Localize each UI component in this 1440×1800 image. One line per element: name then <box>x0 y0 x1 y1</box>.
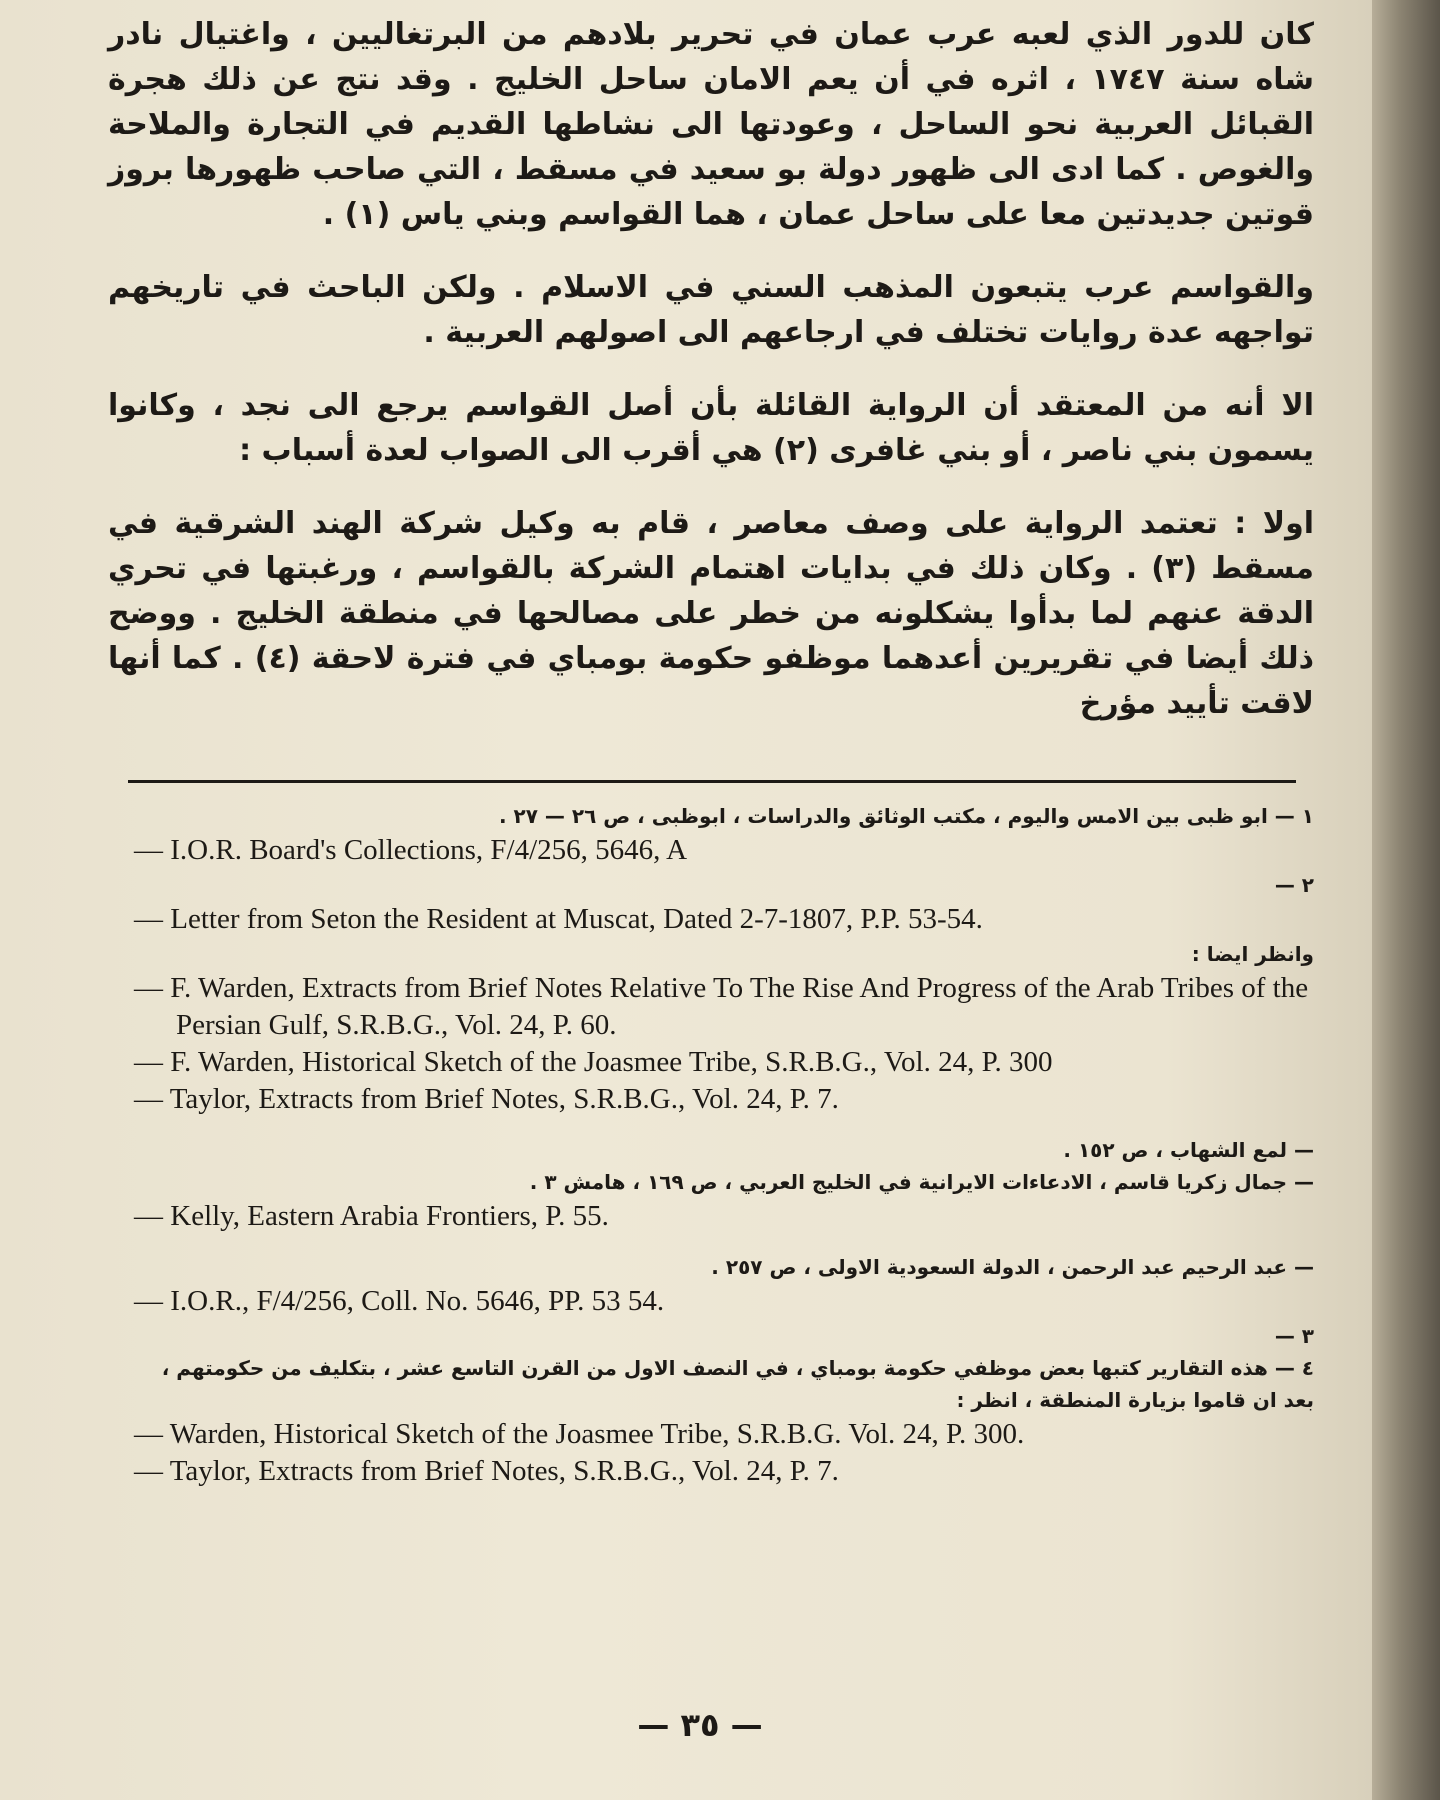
book-spine-shadow <box>1372 0 1440 1800</box>
main-text <box>108 12 1314 754</box>
page-number: — ٣٥ — <box>637 1706 763 1744</box>
footnote-line: — Taylor, Extracts from Brief Notes, S.R.B.G., Vol. 24, P. 7. <box>134 1083 839 1115</box>
footnote-line: — Kelly, Eastern Arabia Frontiers, P. 55. <box>134 1200 609 1232</box>
footnote-line: — Letter from Seton the Resident at Muscat, Dated 2-7-1807, P.P. 53-54. <box>134 903 983 935</box>
footnote-line: — F. Warden, Historical Sketch of the Joasmee Tribe, S.R.B.G., Vol. 24, P. 300 <box>134 1046 1053 1078</box>
footnote-line: — I.O.R., F/4/256, Coll. No. 5646, PP. 53 54. <box>134 1285 665 1317</box>
footnote-line: — Taylor, Extracts from Brief Notes, S.R.B.G., Vol. 24, P. 7. <box>134 1455 839 1487</box>
footnote-line: ٢ — <box>1274 873 1314 897</box>
footnote-line: — عبد الرحيم عبد الرحمن ، الدولة السعودية الاولى ، ص ٢٥٧ . <box>711 1255 1314 1279</box>
footnote-line: ٤ — هذه التقارير كتبها بعض موظفي حكومة بومباي ، في النصف الاول من القرن التاسع عشر ، بتكليف من حكومتهم ، بعد ان قاموا بزيارة المنطقة ، انظر : <box>161 1356 1314 1412</box>
footnote-line: — I.O.R. Board's Collections, F/4/256, 5646, A <box>134 834 688 866</box>
footnote-divider <box>128 780 1296 783</box>
footnote-gap <box>134 1118 1314 1134</box>
footnote-line: — Warden, Historical Sketch of the Joasmee Tribe, S.R.B.G. Vol. 24, P. 300. <box>134 1418 1025 1450</box>
footnote-line: — لمع الشهاب ، ص ١٥٢ . <box>1063 1138 1314 1162</box>
paragraph: والقواسم عرب يتبعون المذهب السني في الاسلام . ولكن الباحث في تاريخهم تواجهه عدة روايات تختلف في ارجاعهم الى اصولهم العربية . <box>108 270 1314 350</box>
paragraph: كان للدور الذي لعبه عرب عمان في تحرير بلادهم من البرتغاليين ، واغتيال نادر شاه سنة ١٧٤٧ ، اثره في أن يعم الامان ساحل الخليج . وقد نتج عن ذلك هجرة القبائل العربية نحو الساحل ، وعودتها الى نشاطها القديم في التجارة والملاحة والغوص . كما ادى الى ظهور دولة بو سعيد في مسقط ، التي صاحب ظهورها بروز قوتين جديدتين معا على ساحل عمان ، هما القواسم وبني ياس (١) . <box>108 17 1314 232</box>
paragraph: اولا : تعتمد الرواية على وصف معاصر ، قام به وكيل شركة الهند الشرقية في مسقط (٣) . وكان ذلك في بدايات اهتمام الشركة بالقواسم ، ورغبتها في تحري الدقة عنهم لما بدأوا يشكلونه من خطر على مصالحها في منطقة الخليج . ووضح ذلك أيضا في تقريرين أعدهما موظفو حكومة بومباي في فترة لاحقة (٤) . كما أنها لاقت تأييد مؤرخ <box>108 506 1314 721</box>
footnote-line: وانظر ايضا : <box>1191 942 1314 966</box>
footnote-line: ٣ — <box>1274 1324 1314 1348</box>
footnote-line: — جمال زكريا قاسم ، الادعاءات الايرانية في الخليج العربي ، ص ١٦٩ ، هامش ٣ . <box>529 1170 1314 1194</box>
footnote-gap <box>134 1235 1314 1251</box>
paragraph: الا أنه من المعتقد أن الرواية القائلة بأن أصل القواسم يرجع الى نجد ، وكانوا يسمون بني ناصر ، أو بني غافرى (٢) هي أقرب الى الصواب لعدة أسباب : <box>108 388 1314 468</box>
footnotes <box>134 800 1314 1490</box>
footnote-line: ١ — ابو ظبى بين الامس واليوم ، مكتب الوثائق والدراسات ، ابوظبى ، ص ٢٦ — ٢٧ . <box>498 804 1314 828</box>
footnote-line: — F. Warden, Extracts from Brief Notes Relative To The Rise And Progress of the Arab Tribes of the Persian Gulf, S.R.B.G., Vol. 24, P. 60. <box>134 972 1309 1041</box>
